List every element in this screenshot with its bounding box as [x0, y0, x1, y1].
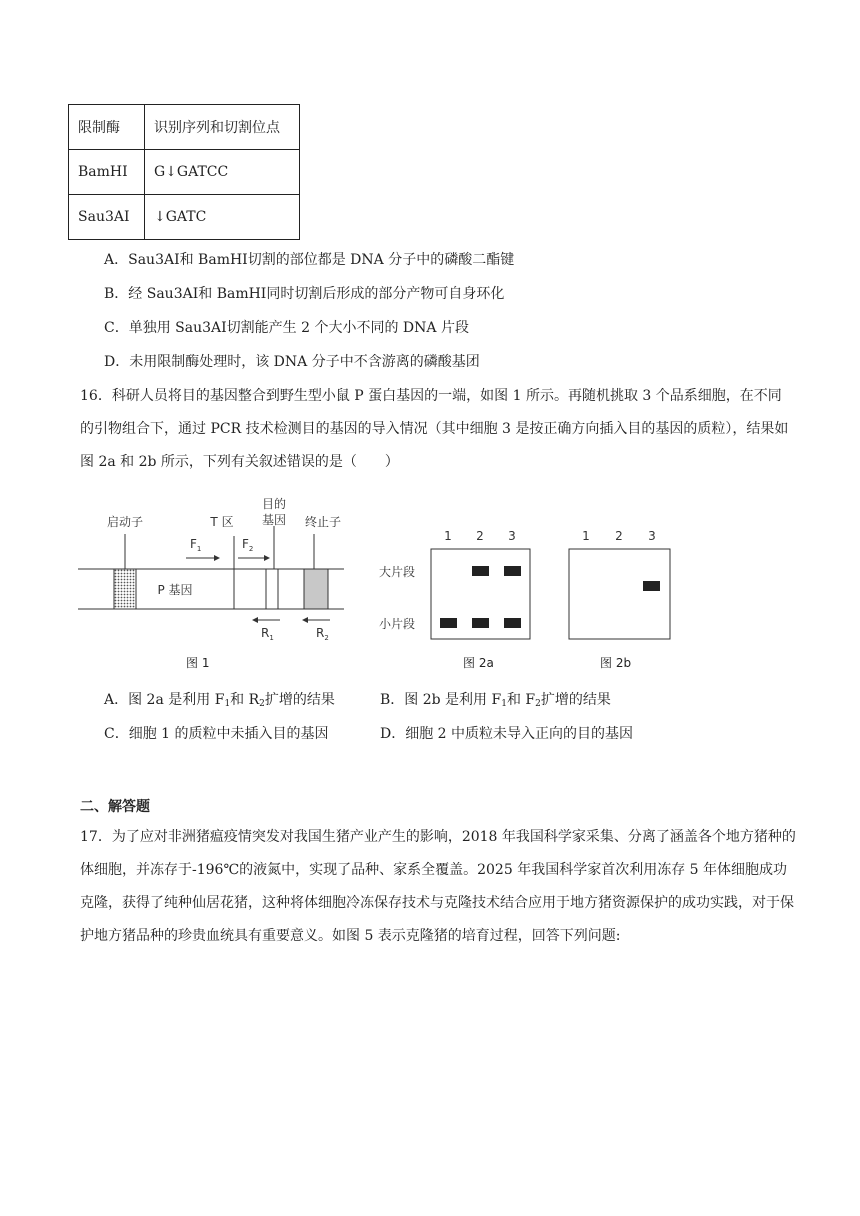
gel-band: [440, 618, 457, 628]
figure-2a-gel: [372, 526, 537, 644]
q17-stem: 17．为了应对非洲猪瘟疫情突发对我国生猪产业产生的影响，2018 年我国科学家采集、分离了涵盖各个地方猪种的体细胞，并冻存于-196℃的液氮中，实现了品种、家系全覆盖。2025 年我国科学家首次利用冻存 5 年体细胞成功克隆，获得了纯种仙居花猪，这种将体细胞冷冻保存技术与克隆技术结合应用于地方猪资源保护的成功实践，对于保护地方猪品种的珍贵血统具有重要意义。如图 5 表示克隆猪的培育过程，回答下列问题:: [80, 829, 796, 944]
lane-label: 3: [648, 529, 656, 543]
target-gene-label-2: 基因: [261, 513, 287, 527]
figure-1-diagram: [78, 494, 348, 644]
table-cell: BamHⅠ: [69, 150, 145, 195]
p-gene-label: P 基因: [157, 583, 193, 597]
table-header-row: [69, 105, 300, 150]
primer-f1-label: $F_1$: [190, 537, 202, 553]
q16-option-d: D．细胞 2 中质粒未导入正向的目的基因: [380, 726, 634, 742]
figure-2a-caption: 图 2a: [463, 656, 494, 670]
section-title: 二、解答题: [80, 799, 150, 815]
primer-f2-label: $F_2$: [242, 537, 254, 553]
gel-band: [643, 581, 660, 591]
table-cell: Sau3AⅠ: [69, 195, 145, 240]
lane-label: 1: [444, 529, 452, 543]
promoter-block: [114, 569, 136, 609]
table-cell: ↓GATC: [145, 195, 300, 240]
target-gene-block-2: [278, 569, 304, 609]
target-gene-label-1: 目的: [261, 497, 287, 511]
promoter-label: 启动子: [106, 515, 144, 529]
primer-r1-arrow: [252, 617, 280, 623]
gel-band: [472, 618, 489, 628]
primer-f2-arrow: [238, 555, 270, 561]
q16-option-c: C．细胞 1 的质粒中未插入目的基因: [104, 726, 329, 742]
primer-r2-arrow: [302, 617, 330, 623]
gel-frame: [569, 549, 670, 639]
table-row: [69, 150, 300, 195]
table-header-cell: 限制酶: [69, 105, 145, 150]
q15-option-c: C．单独用 Sau3AⅠ切割能产生 2 个大小不同的 DNA 片段: [104, 320, 469, 336]
t-region-label: T 区: [210, 515, 234, 529]
table-row: [69, 195, 300, 240]
primer-r2-label: $R_2$: [316, 626, 329, 642]
figure-2b-caption: 图 2b: [600, 656, 632, 670]
lane-label: 3: [508, 529, 516, 543]
pointer-lines: [125, 526, 314, 569]
target-gene-block: [266, 569, 278, 609]
gel-band: [504, 618, 521, 628]
figure-1-caption: 图 1: [186, 656, 210, 670]
large-fragment-label: 大片段: [379, 565, 416, 579]
table-cell: G↓GATCC: [145, 150, 300, 195]
restriction-enzyme-table: [68, 104, 300, 240]
lane-label: 2: [615, 529, 623, 543]
q16-option-b: B．图 2b 是利用 $F_1$和 $F_2$扩增的结果: [380, 692, 611, 709]
q15-option-a: A．Sau3AⅠ和 BamHⅠ切割的部位都是 DNA 分子中的磷酸二酯键: [104, 252, 515, 268]
q16-option-a: A．图 2a 是利用 $F_1$和 $R_2$扩增的结果: [104, 692, 335, 709]
q16-stem: 16．科研人员将目的基因整合到野生型小鼠 P 蛋白基因的一端，如图 1 所示。再随机挑取 3 个品系细胞，在不同的引物组合下，通过 PCR 技术检测目的基因的导入情况（其中细胞 3 是按正确方向插入目的基因的质粒），结果如图 2a 和 2b 所示，下列有关叙述错误的是（ ）: [80, 388, 789, 470]
figure-2b-gel: [566, 526, 676, 644]
table-header-cell: 识别序列和切割位点: [145, 105, 300, 150]
primer-f1-arrow: [186, 555, 220, 561]
gel-band: [504, 566, 521, 576]
q15-option-d: D．未用限制酶处理时，该 DNA 分子中不含游离的磷酸基团: [104, 354, 480, 370]
primer-r1-label: $R_1$: [261, 626, 274, 642]
gel-band: [472, 566, 489, 576]
lane-label: 2: [476, 529, 484, 543]
terminator-block: [304, 569, 328, 609]
small-fragment-label: 小片段: [379, 617, 416, 631]
t-region-block: [234, 569, 266, 609]
lane-label: 1: [582, 529, 590, 543]
q15-option-b: B．经 Sau3AⅠ和 BamHⅠ同时切割后形成的部分产物可自身环化: [104, 286, 505, 302]
terminator-label: 终止子: [304, 515, 342, 529]
